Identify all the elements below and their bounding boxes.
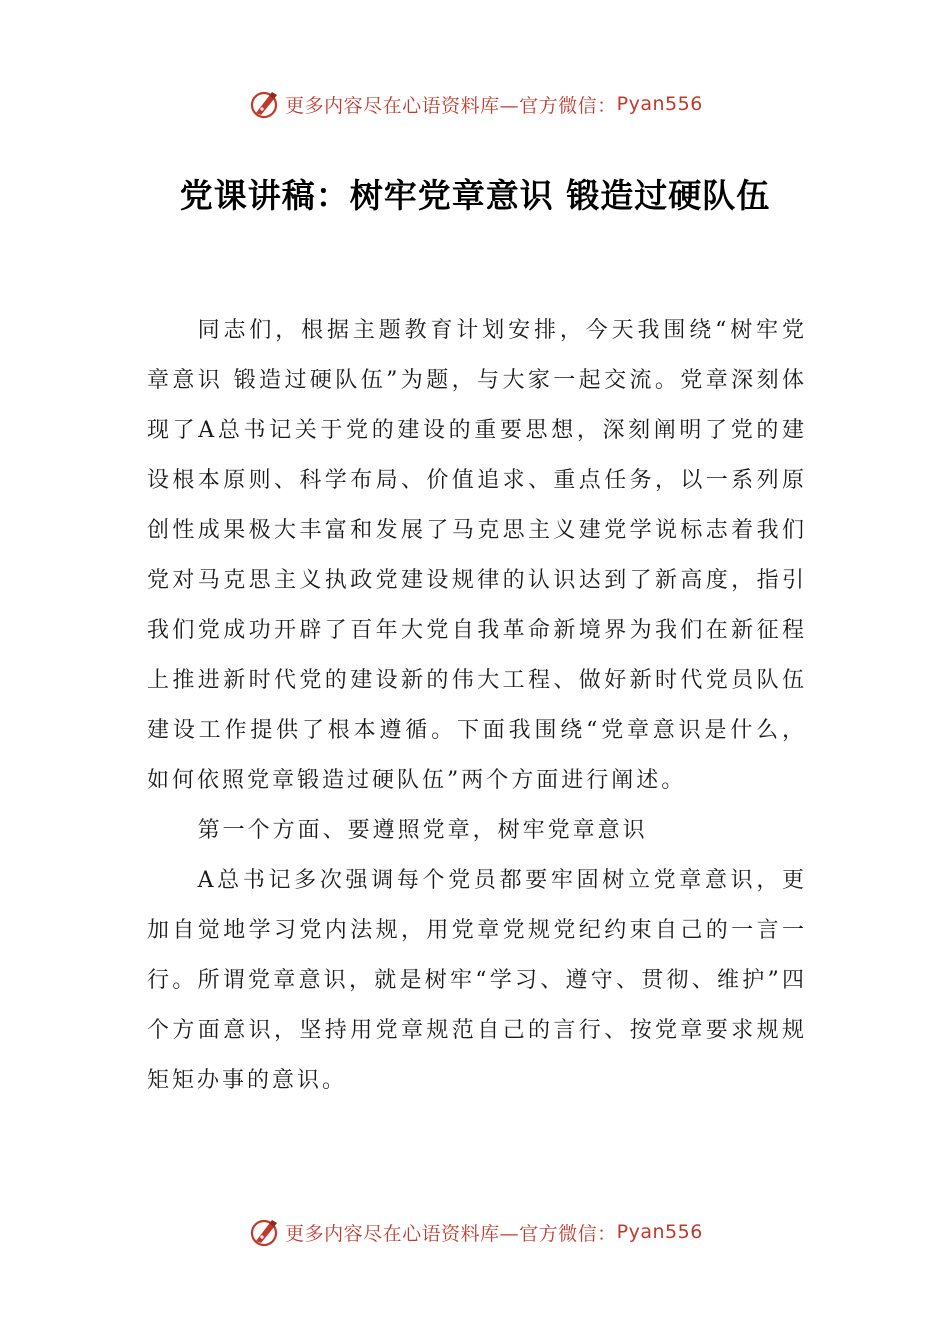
paragraph-section-body: A总书记多次强调每个党员都要牢固树立党章意识，更加自觉地学习党内法规，用党章党规党纪约束自己的一言一行。所谓党章意识，就是树牢“学习、遵守、贯彻、维护”四个方面意识，坚持用党章规范自己的言行、按党章要求规规矩矩办事的意识。 <box>147 868 807 1093</box>
pen-nib-circle-icon <box>247 87 281 121</box>
paragraph-section-heading: 第一个方面、要遵照党章，树牢党章意识 <box>197 818 648 843</box>
watermark-text: 更多内容尽在心语资料库—官方微信： <box>285 94 617 117</box>
pen-nib-circle-icon <box>247 1215 281 1249</box>
document-body <box>147 306 807 1106</box>
paragraph-intro: 同志们，根据主题教育计划安排，今天我围绕“树牢党章意识 锻造过硬队伍”为题，与大家一起交流。党章深刻体现了A总书记关于党的建设的重要思想，深刻阐明了党的建设根本原则、科学布局、价值追求、重点任务，以一系列原创性成果极大丰富和发展了马克思主义建党学说标志着我们党对马克思主义执政党建设规律的认识达到了新高度，指引我们党成功开辟了百年大党自我革命新境界为我们在新征程上推进新时代党的建设新的伟大工程、做好新时代党员队伍建设工作提供了根本遵循。下面我围绕“党章意识是什么，如何依照党章锻造过硬队伍”两个方面进行阐述。 <box>147 318 807 793</box>
document-title: 党课讲稿：树牢党章意识 锻造过硬队伍 <box>179 176 771 215</box>
watermark-contact: Pyan556 <box>616 1221 703 1243</box>
watermark-header <box>0 84 950 124</box>
watermark-footer <box>0 1212 950 1252</box>
watermark-contact: Pyan556 <box>616 93 703 115</box>
watermark-text: 更多内容尽在心语资料库—官方微信： <box>285 1222 617 1245</box>
